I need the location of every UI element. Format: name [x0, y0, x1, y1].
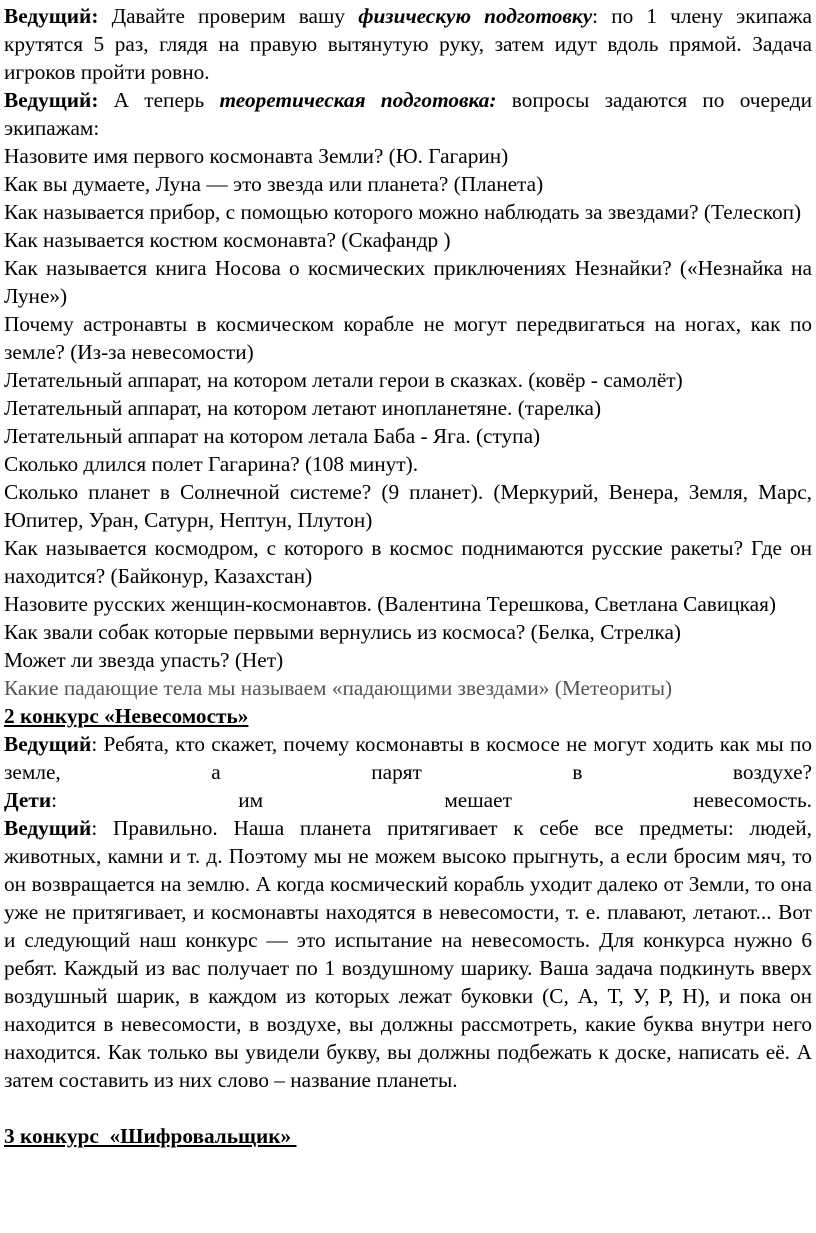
speaker-label: Ведущий — [4, 732, 92, 756]
paragraph-gap — [4, 1094, 812, 1122]
speaker-label: Ведущий: — [4, 88, 99, 112]
theory-paragraph — [4, 86, 812, 142]
intro-text-1: Давайте проверим вашу — [111, 4, 346, 28]
question-item: Сколько длился полет Гагарина? (108 минут). — [4, 452, 419, 476]
contest-2-heading: 2 конкурс «Невесомость» — [4, 704, 249, 728]
theory-text-1: А теперь — [113, 88, 205, 112]
host-question-text: : Ребята, кто скажет, почему космонавты в космосе не могут ходить как мы по земле, а парят в воздухе? — [4, 732, 812, 784]
speaker-label: Ведущий: — [4, 4, 99, 28]
intro-paragraph — [4, 2, 812, 86]
question-item: Назовите имя первого космонавта Земли? (Ю. Гагарин) — [4, 144, 509, 168]
question-item: Может ли звезда упасть? (Нет) — [4, 648, 284, 672]
question-item-gray: Какие падающие тела мы называем «падающими звездами» (Метеориты) — [4, 676, 673, 700]
question-item: Летательный аппарат на котором летала Баба - Яга. (ступа) — [4, 424, 541, 448]
question-item: Почему астронавты в космическом корабле не могут передвигаться на ногах, как по земле? (Из-за невесомости) — [4, 312, 812, 364]
question-item: Летательный аппарат, на котором летают инопланетяне. (тарелка) — [4, 396, 602, 420]
contest-2-host-explanation — [4, 814, 812, 1094]
intro-emphasis: физическую подготовку — [358, 4, 593, 28]
document-page — [4, 2, 812, 1150]
question-item: Как называется космодром, с которого в космос поднимаются русские ракеты? Где он находится? (Байконур, Казахстан) — [4, 536, 812, 588]
question-item: Как называется прибор, с помощью которого можно наблюдать за звездами? (Телескоп) — [4, 200, 802, 224]
question-item: Как вы думаете, Луна — это звезда или планета? (Планета) — [4, 172, 544, 196]
kids-answer-text: : им мешает невесомость. — [51, 788, 812, 812]
contest-2-host-question — [4, 730, 812, 786]
host-explanation-text: : Правильно. Наша планета притягивает к себе все предметы: людей, животных, камни и т. д. Поэтому мы не можем высоко прыгнуть, а если бросим мяч, то он возвращается на землю. А когда космический корабль уходит далеко от Земли, то она уже не притягивает, и космонавты находятся в невесомости, т. е. плавают, летают... Вот и следующий наш конкурс — это испытание на невесомость. Для конкурса нужно 6 ребят. Каждый из вас получает по 1 воздушному шарику. Ваша задача подкинуть вверх воздушный шарик, в каждом из которых лежат буковки (С, А, Т, У, Р, Н), и пока он находится в невесомости, в воздухе, вы должны рассмотреть, какие буква внутри него находится. Как только вы увидели букву, вы должны подбежать к доске, написать её. А затем составить из них слово – название планеты. — [4, 816, 812, 1092]
speaker-label: Ведущий — [4, 816, 92, 840]
contest-3-heading: 3 конкурс «Шифровальщик» — [4, 1124, 297, 1148]
theory-emphasis: теоретическая подготовка: — [219, 88, 497, 112]
question-item: Назовите русских женщин-космонавтов. (Валентина Терешкова, Светлана Савицкая) — [4, 592, 777, 616]
question-item: Как называется костюм космонавта? (Скафандр ) — [4, 228, 451, 252]
speaker-label: Дети — [4, 788, 52, 812]
question-item: Как звали собак которые первыми вернулись из космоса? (Белка, Стрелка) — [4, 620, 681, 644]
question-item: Летательный аппарат, на котором летали герои в сказках. (ковёр - самолёт) — [4, 368, 683, 392]
question-item: Как называется книга Носова о космических приключениях Незнайки? («Незнайка на Луне») — [4, 256, 812, 308]
question-item: Сколько планет в Солнечной системе? (9 планет). (Меркурий, Венера, Земля, Марс, Юпитер, Уран, Сатурн, Нептун, Плутон) — [4, 480, 812, 532]
question-list — [4, 142, 812, 702]
theory-text-2: вопросы задаются по очереди экипажам: — [4, 88, 813, 140]
contest-2-kids-answer — [4, 786, 812, 814]
intro-text-2: : по 1 члену экипажа крутятся 5 раз, глядя на правую вытянутую руку, затем идут вдоль прямой. Задача игроков пройти ровно. — [4, 4, 813, 84]
